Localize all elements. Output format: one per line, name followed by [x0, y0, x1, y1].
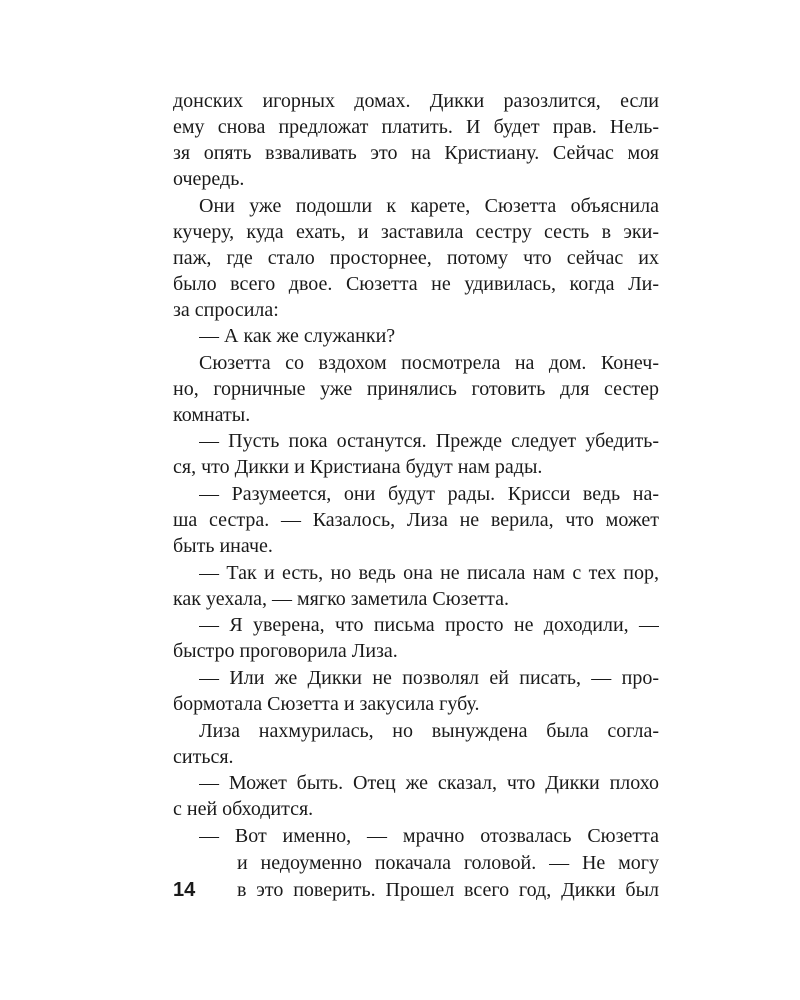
text-line: было всего двое. Сюзетта не удивилась, когда Ли-: [173, 273, 659, 295]
text-line: паж, где стало просторнее, потому что сейчас их: [173, 247, 659, 269]
text-line: Сюзетта со вздохом посмотрела на дом. Конеч-: [199, 352, 659, 374]
text-line: в это поверить. Прошел всего год, Дикки был: [237, 879, 659, 901]
text-line: — Так и есть, но ведь она не писала нам с тех пор,: [199, 562, 659, 584]
text-line: Лиза нахмурилась, но вынуждена была согла-: [199, 720, 659, 742]
text-line: — Разумеется, они будут рады. Крисси ведь на-: [199, 483, 659, 505]
text-line: комнаты.: [173, 404, 251, 426]
text-line: — Я уверена, что письма просто не доходили, —: [199, 614, 659, 636]
text-line: — Или же Дикки не позволял ей писать, — про-: [199, 667, 659, 689]
text-line: и недоуменно покачала головой. — Не могу: [237, 852, 659, 874]
text-line: Они уже подошли к карете, Сюзетта объяснила: [199, 195, 659, 217]
text-line: бормотала Сюзетта и закусила губу.: [173, 693, 480, 715]
page-number: 14: [173, 879, 196, 901]
text-line: зя опять взваливать это на Кристиану. Сейчас моя: [173, 142, 659, 164]
text-line: донских игорных домах. Дикки разозлится, если: [173, 90, 659, 112]
text-line: — Может быть. Отец же сказал, что Дикки плохо: [199, 772, 659, 794]
text-line: ему снова предложат платить. И будет прав. Нель-: [173, 116, 659, 138]
text-line: за спросила:: [173, 299, 279, 321]
text-line: — Пусть пока останутся. Прежде следует убедить-: [199, 430, 659, 452]
text-line: — А как же служанки?: [199, 325, 396, 347]
text-line: быть иначе.: [173, 535, 273, 557]
text-line: — Вот именно, — мрачно отозвалась Сюзетта: [199, 825, 659, 847]
text-line: ша сестра. — Казалось, Лиза не верила, что может: [173, 509, 659, 531]
text-line: но, горничные уже принялись готовить для сестер: [173, 378, 659, 400]
text-line: как уехала, — мягко заметила Сюзетта.: [173, 588, 510, 610]
text-line: с ней обходится.: [173, 798, 314, 820]
text-line: кучеру, куда ехать, и заставила сестру сесть в эки-: [173, 221, 659, 243]
text-line: очередь.: [173, 168, 245, 190]
text-line: ситься.: [173, 746, 234, 768]
text-line: ся, что Дикки и Кристиана будут нам рады.: [173, 456, 543, 478]
text-line: быстро проговорила Лиза.: [173, 640, 398, 662]
